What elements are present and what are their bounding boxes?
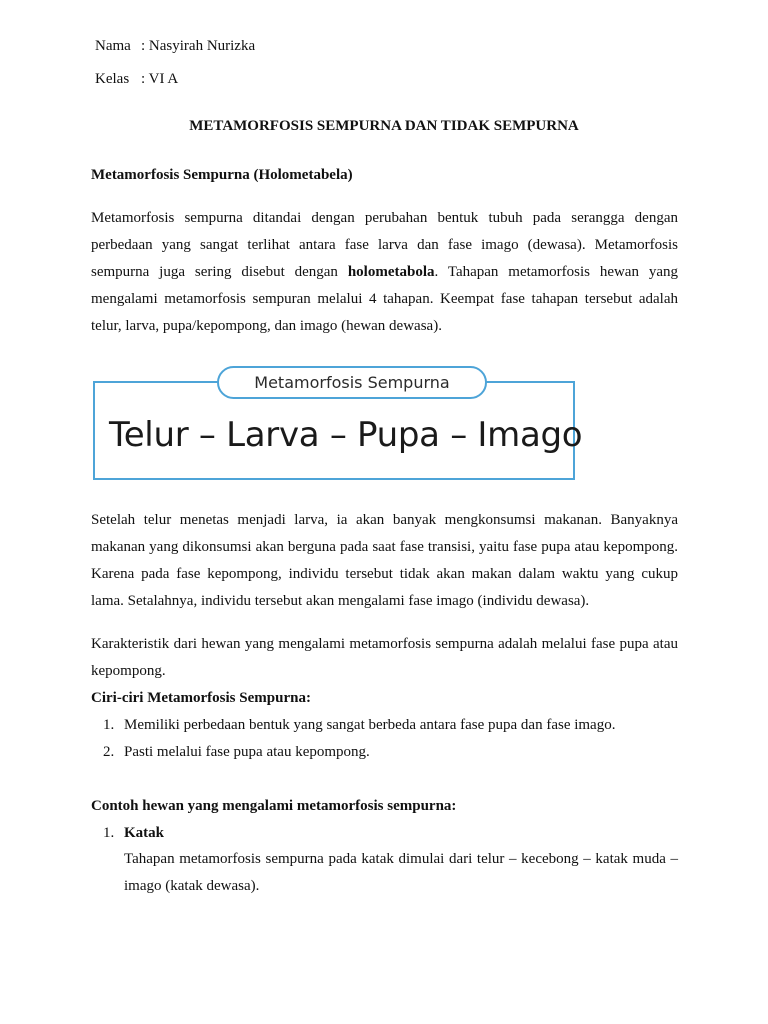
document-title: METAMORFOSIS SEMPURNA DAN TIDAK SEMPURNA xyxy=(189,118,579,134)
paragraph-line: kepompong. xyxy=(91,663,166,679)
paragraph-line: perbedaan yang sangat terlihat antara fase larva dan fase imago (dewasa). Metamorfosis xyxy=(91,237,678,253)
class-value: : VI A xyxy=(141,71,179,87)
paragraph-line: Karakteristik dari hewan yang mengalami metamorfosis sempurna adalah melalui fase pupa atau xyxy=(91,636,678,652)
holometabola-term: holometabola xyxy=(347,264,435,280)
paragraph-line: Tahapan metamorfosis sempurna pada katak dimulai dari telur – kecebong – katak muda – xyxy=(124,851,678,867)
paragraph-line: lama. Setalahnya, individu tersebut akan mengalami fase imago (individu dewasa). xyxy=(91,593,590,609)
list-number: 1. xyxy=(103,717,115,733)
paragraph-line: mengalami metamorfosis sempuran melalui 4 tahapan. Keempat fase tahapan tersebut adalah xyxy=(91,291,678,307)
name-label: Nama xyxy=(95,38,131,54)
contoh-heading: Contoh hewan yang mengalami metamorfosis sempurna: xyxy=(91,798,457,814)
paragraph-larva xyxy=(91,507,678,615)
class-label: Kelas xyxy=(95,71,130,87)
diagram-stages: Telur – Larva – Pupa – Imago xyxy=(109,415,583,455)
example-name: Katak xyxy=(124,825,165,841)
list-number: 1. xyxy=(103,825,115,841)
list-item: Pasti melalui fase pupa atau kepompong. xyxy=(124,744,370,760)
ciri-heading: Ciri-ciri Metamorfosis Sempurna: xyxy=(91,690,311,706)
list-number: 2. xyxy=(103,744,115,760)
paragraph-line: Metamorfosis sempurna ditandai dengan perubahan bentuk tubuh pada serangga dengan xyxy=(91,210,678,226)
paragraph-line: makanan yang dikonsumsi akan berguna pada saat fase transisi, yaitu fase pupa atau kepompong. xyxy=(91,539,678,555)
paragraph-line: sempurna juga sering disebut dengan holometabola. Tahapan metamorfosis hewan yang xyxy=(91,264,678,280)
name-value: : Nasyirah Nurizka xyxy=(141,38,256,54)
paragraph-line: Setelah telur menetas menjadi larva, ia akan banyak mengkonsumsi makanan. Banyaknya xyxy=(91,512,678,528)
diagram-label: Metamorfosis Sempurna xyxy=(217,366,487,399)
paragraph-line: imago (katak dewasa). xyxy=(124,878,260,894)
section-heading: Metamorfosis Sempurna (Holometabela) xyxy=(91,167,353,183)
list-item: Memiliki perbedaan bentuk yang sangat berbeda antara fase pupa dan fase imago. xyxy=(124,717,616,733)
paragraph-intro xyxy=(91,205,678,340)
paragraph-line: telur, larva, pupa/kepompong, dan imago (hewan dewasa). xyxy=(91,318,442,334)
example-description xyxy=(124,846,678,900)
paragraph-characteristics xyxy=(91,631,678,685)
paragraph-line: Karena pada fase kepompong, individu tersebut tidak akan makan dalam waktu yang cukup xyxy=(91,566,678,582)
